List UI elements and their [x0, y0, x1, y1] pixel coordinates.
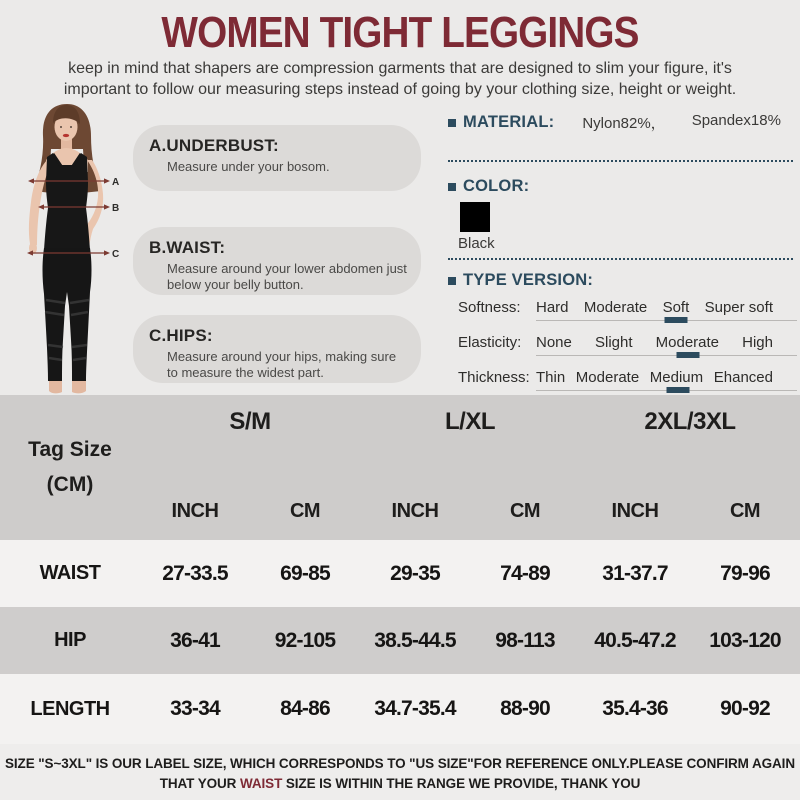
row-label: LENGTH [30, 697, 110, 720]
table-row-length [0, 674, 800, 744]
model-leggings [43, 248, 92, 381]
model-lips [63, 134, 69, 137]
table-row-hip [0, 607, 800, 674]
softness-label: Softness: [458, 299, 521, 316]
square-bullet-icon [448, 183, 456, 191]
elasticity-scale [448, 334, 795, 360]
table-cell: 38.5-44.5 [374, 628, 456, 652]
step-hips [133, 315, 421, 383]
table-cell: 92-105 [274, 628, 336, 652]
scale-selected-marker [667, 387, 690, 393]
type-version-header [448, 271, 795, 290]
softness-option: Super soft [704, 299, 773, 316]
thickness-options [536, 369, 795, 395]
unit-header: CM [509, 500, 541, 522]
elasticity-option: Slight [594, 334, 633, 351]
thickness-option: Moderate [575, 369, 640, 386]
softness-scale [448, 299, 795, 325]
tag-size-line1: Tag Size [28, 438, 112, 461]
step-waist-desc: Measure around your lower abdomen just below your belly button. [167, 261, 407, 292]
table-cell: 74-89 [500, 561, 550, 585]
color-header [448, 177, 795, 196]
thickness-label: Thickness: [458, 369, 530, 386]
elasticity-options [536, 334, 795, 360]
table-cell: 31-37.7 [602, 561, 668, 585]
scale-track [536, 355, 797, 356]
row-label: HIP [54, 629, 86, 651]
material-row [448, 112, 795, 133]
square-bullet-icon [448, 119, 456, 127]
table-cell: 35.4-36 [602, 697, 668, 720]
softness-option: Hard [536, 299, 569, 316]
size-chart-table [0, 395, 800, 744]
size-chart-header [0, 395, 800, 540]
intro-line-1: keep in mind that shapers are compression garments that are designed to slim your figure, it's [68, 60, 732, 77]
disclaimer-line2 [0, 774, 800, 794]
elasticity-label: Elasticity: [458, 334, 522, 351]
scale-selected-marker [676, 352, 699, 358]
table-cell: 34.7-35.4 [374, 697, 456, 720]
softness-option: Soft [662, 299, 690, 316]
disclaimer-line2-pre: THAT YOUR [159, 776, 240, 791]
model-eye-left [60, 126, 62, 128]
disclaimer-line2-post: SIZE IS WITHIN THE RANGE WE PROVIDE, THANK YOU [282, 776, 641, 791]
softness-options [536, 299, 795, 325]
step-underbust-title: A.UNDERBUST: [149, 136, 279, 155]
table-cell: 88-90 [500, 697, 550, 720]
softness-option: Moderate [583, 299, 648, 316]
size-group-2xl3xl: 2XL/3XL [644, 408, 736, 435]
material-values [582, 112, 781, 133]
intro-line-2: important to follow our measuring steps instead of going by your clothing size, height or weight. [63, 81, 737, 98]
table-cell: 69-85 [280, 561, 330, 585]
table-cell: 33-34 [170, 697, 220, 720]
table-cell: 29-35 [390, 561, 440, 585]
intro-text [0, 58, 800, 100]
step-hips-title: C.HIPS: [149, 326, 213, 345]
unit-header: INCH [391, 500, 439, 522]
table-cell: 84-86 [280, 697, 330, 720]
table-cell: 27-33.5 [162, 561, 228, 585]
page-title: WOMEN TIGHT LEGGINGS [161, 8, 639, 57]
size-group-headers [140, 408, 800, 436]
table-cell: 36-41 [170, 628, 220, 652]
type-version-label: TYPE VERSION: [463, 271, 594, 289]
thickness-option: Thin [536, 369, 566, 386]
material-value-nylon: Nylon82%， [582, 115, 666, 132]
elasticity-option: Moderate [655, 334, 720, 351]
model-top [44, 153, 90, 250]
color-label: COLOR: [463, 177, 530, 195]
thickness-option: Medium [649, 369, 704, 386]
table-cell: 103-120 [709, 628, 781, 652]
color-name: Black [458, 235, 495, 252]
elasticity-option: High [742, 334, 773, 351]
material-value-spandex: Spandex18% [691, 112, 781, 129]
unit-header: INCH [171, 500, 219, 522]
tag-size-corner [0, 395, 140, 540]
step-hips-desc: Measure around your hips, making sure to measure the widest part. [167, 349, 397, 380]
disclaimer-line1: SIZE "S~3XL" IS OUR LABEL SIZE, WHICH CORRESPONDS TO "US SIZE"FOR REFERENCE ONLY.PLEASE CONFIRM AGAIN [5, 756, 795, 771]
unit-header: CM [729, 500, 761, 522]
step-waist [133, 227, 421, 295]
table-cell: 40.5-47.2 [594, 628, 676, 652]
table-cell: 90-92 [720, 697, 770, 720]
row-label: WAIST [39, 562, 101, 584]
step-underbust-desc: Measure under your bosom. [167, 159, 330, 174]
disclaimer-waist-highlight: WAIST [239, 776, 283, 791]
model-right-foot [72, 381, 86, 393]
square-bullet-icon [448, 277, 456, 285]
table-cell: 79-96 [720, 561, 770, 585]
unit-subheaders [140, 500, 800, 523]
model-eye-right [70, 126, 72, 128]
size-group-sm: S/M [229, 408, 271, 435]
dotted-divider [448, 258, 793, 260]
scale-selected-marker [664, 317, 687, 323]
thickness-option: Ehanced [713, 369, 773, 386]
step-waist-title: B.WAIST: [149, 238, 226, 257]
elasticity-option: None [536, 334, 572, 351]
size-disclaimer [0, 744, 800, 800]
size-group-lxl: L/XL [445, 408, 495, 435]
tag-size-line2: (CM) [46, 473, 94, 496]
color-swatch [460, 202, 490, 232]
marker-label-c: C [112, 249, 120, 260]
marker-label-b: B [112, 203, 120, 214]
material-header [448, 113, 554, 132]
material-label: MATERIAL: [463, 113, 555, 131]
table-cell: 98-113 [495, 628, 555, 652]
marker-label-a: A [112, 177, 120, 188]
table-row-waist [0, 540, 800, 607]
dotted-divider [448, 160, 793, 162]
step-underbust [133, 125, 421, 191]
measuring-steps [133, 100, 423, 395]
thickness-scale [448, 369, 795, 395]
model-left-foot [49, 381, 62, 393]
model-measurement-figure [0, 100, 135, 395]
model-illustration [0, 100, 135, 395]
unit-header: INCH [611, 500, 659, 522]
product-specs [448, 100, 795, 395]
unit-header: CM [289, 500, 321, 522]
